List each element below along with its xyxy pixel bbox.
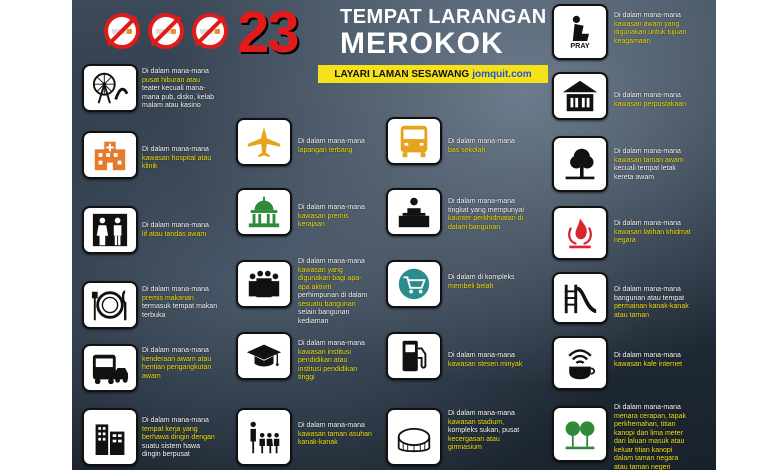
office-building-icon [82,408,138,466]
item-desc: Di dalam mana-mana kenderaan awam atau hentian pengangkutan awam [142,347,212,380]
no-smoking-icon [192,13,228,49]
item-desc: Di dalam mana-mana bas sekolah [448,138,515,154]
item-desc: Di dalam mana-mana lif atau tandas awam [142,222,209,238]
bus-car-icon [82,344,138,392]
item-desc: Di dalam mana-mana kawasan awam yang digunakan untuk tujuan keagamaan [614,12,687,45]
banner-text: LAYARI LAMAN SESAWANG [334,68,470,80]
item-desc: Di dalam mana-mana lapangan terbang [298,138,365,154]
item-desc: Di dalam mana-mana menara cerapan, tapak perkhemahan, titian kanopi dan lima meter dari laluan masuk atau keluar titian kanopi dalam taman negara atau taman negeri [614,404,686,470]
website-banner[interactable] [318,65,548,83]
crowd-icon [236,260,292,308]
wifi-cafe-icon [552,336,608,390]
fuel-pump-icon [386,332,442,380]
item-desc: Di dalam mana-mana kawasan perpustakaan [614,92,686,108]
park-tree-icon [552,136,608,192]
airplane-icon [236,118,292,166]
no-smoking-icon [148,13,184,49]
national-service-logo-icon [552,206,608,260]
item-desc: Di dalam mana-mana kawasan taman awam kecuali tempat letak kereta awam [614,148,684,181]
dining-plate-icon [82,281,138,329]
title-line1: TEMPAT LARANGAN [340,6,547,28]
item-desc: Di dalam mana-mana kawasan stadium, kompleks sukan, pusat kecergasan atau gimnasium [448,410,520,451]
item-desc: Di dalam mana-mana tempat kerja yang berhawa dingin dengan suatu sistem hawa dingin berpusat [142,417,215,458]
service-counter-icon [386,188,442,236]
nature-trail-icon [552,406,608,462]
restroom-icon [82,206,138,254]
website-link[interactable]: jomquit.com [472,68,532,80]
ferris-wheel-icon [82,64,138,112]
count-number: 23 [237,0,298,65]
item-desc: Di dalam mana-mana bangunan atau tempat permainan kanak-kanak atau taman [614,286,689,319]
item-desc: Di dalam mana-mana kawasan premis kerajaan [298,204,365,228]
item-desc: Di dalam mana-mana kawasan hospital atau klinik [142,146,212,170]
item-desc: Di dalam mana-mana pusat hiburan atau teater kecuali mana- mana pub, disko, kelab malam atau kasino [142,68,214,109]
playground-slide-icon [552,272,608,324]
item-desc: Di dalam mana-mana kawasan latihan khidmat negara [614,220,691,244]
poster [72,0,716,470]
pray-label: PRAY [570,41,590,50]
title-line2: MEROKOK [340,27,504,60]
praying-person-icon [552,4,608,60]
item-desc: Di dalam mana-mana kawasan kafe internet [614,352,683,368]
government-building-icon [236,188,292,236]
shopping-cart-icon [386,260,442,308]
item-desc: Di dalam mana-mana kawasan taman asuhan kanak-kanak [298,422,372,446]
item-desc: Di dalam mana-mana tingkat yang mempunyai kaunter perkhidmatan di dalam bangunan [448,198,524,231]
hospital-icon [82,131,138,179]
stadium-icon [386,408,442,466]
item-desc: Di dalam mana-mana kawasan stesen minyak [448,352,523,368]
item-desc: Di dalam mana-mana kawasan yang digunakan bagi apa- apa aktiviti perhimpunan di dalam sesuatu bangunan selain bangunan kediaman [298,258,368,325]
no-smoking-icon [104,13,140,49]
school-bus-icon [386,117,442,165]
library-icon [552,72,608,120]
item-desc: Di dalam di kompleks membeli belah [448,274,515,290]
graduation-cap-icon [236,332,292,380]
item-desc: Di dalam mana-mana premis makanan termasuk tempat makan terbuka [142,286,218,319]
item-desc: Di dalam mana-mana kawasan institusi pendidikan atau institusi pendidikan tinggi [298,340,365,381]
family-icon [236,408,292,466]
